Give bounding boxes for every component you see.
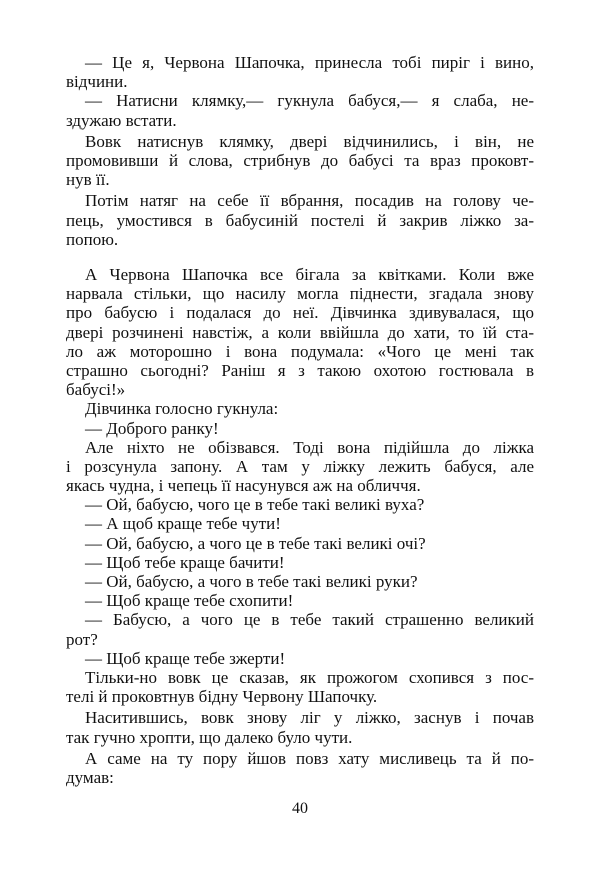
text-line: Але ніхто не обізвався. Тоді вона підійшла до ліжка: [85, 437, 534, 457]
text-line: так гучно хропти, що далеко було чути.: [66, 727, 353, 747]
text-line: страшно сьогодні? Раніш я з такою охотою гостювала в: [66, 360, 534, 380]
text-line: А Червона Шапочка все бігала за квітками. Коли вже: [85, 265, 534, 284]
text-line: бабусі!»: [66, 380, 126, 400]
text-line: — Щоб краще тебе зжерти!: [85, 648, 286, 668]
text-block-top: [66, 53, 534, 249]
text-line: нув її.: [66, 170, 110, 190]
text-line: промовивши й слова, стрибнув до бабусі та враз проковт-: [66, 150, 534, 170]
text-line: — Щоб тебе краще бачити!: [85, 552, 285, 572]
text-line: — Ой, бабусю, чого це в тебе такі великі вуха?: [85, 495, 425, 515]
text-line: Потім натяг на себе її вбрання, посадив на голову че-: [85, 191, 534, 211]
text-line: рот?: [66, 629, 98, 649]
text-line: телі й проковтнув бідну Червону Шапочку.: [66, 687, 378, 707]
text-line: і розсунула запону. А там у ліжку лежить бабуся, але: [66, 456, 534, 476]
text-line: — Ой, бабусю, а чого це в тебе такі великі очі?: [85, 533, 426, 553]
text-line: Дівчинка голосно гукнула:: [85, 399, 279, 419]
text-line: Вовк натиснув клямку, двері відчинились, і він, не: [85, 131, 534, 151]
text-line: — Це я, Червона Шапочка, принесла тобі пиріг і вино,: [85, 53, 534, 72]
text-line: — Щоб краще тебе схопити!: [85, 591, 294, 611]
text-line: — А щоб краще тебе чути!: [85, 514, 281, 534]
text-line: якась чудна, і чепець її насунувся аж на обличчя.: [66, 476, 421, 496]
text-line: двері розчинені навстіж, а коли ввійшла до хати, то їй ста-: [66, 322, 534, 342]
text-line: — Натисни клямку,— гукнула бабуся,— я слаба, не-: [85, 91, 534, 111]
text-line: — Бабусю, а чого це в тебе такий страшенно великий: [85, 610, 534, 630]
text-line: нарвала стільки, що насилу могла піднести, згадала знову: [66, 284, 534, 304]
text-line: А саме на ту пору йшов повз хату мисливець та й по-: [85, 748, 534, 768]
text-line: Наситившись, вовк знову ліг у ліжко, заснув і почав: [85, 708, 534, 728]
text-line: — Ой, бабусю, а чого в тебе такі великі руки?: [85, 572, 418, 591]
text-line: Тільки-но вовк це сказав, як прожогом схопився з пос-: [85, 667, 534, 687]
text-line: про бабусю і подалася до неї. Дівчинка здивувалася, що: [66, 303, 534, 323]
text-line: відчини.: [66, 72, 128, 92]
text-line: ло аж моторошно і вона подумала: «Чого це мені так: [66, 341, 534, 361]
text-line: думав:: [66, 767, 114, 787]
text-line: здужаю встати.: [66, 110, 177, 130]
text-block-bottom: [66, 265, 534, 787]
page-number: 40: [292, 800, 308, 817]
text-line: попою.: [66, 229, 119, 249]
text-line: пець, умостився в бабусиній постелі й закрив ліжко за-: [66, 210, 534, 230]
text-line: — Доброго ранку!: [85, 418, 219, 438]
